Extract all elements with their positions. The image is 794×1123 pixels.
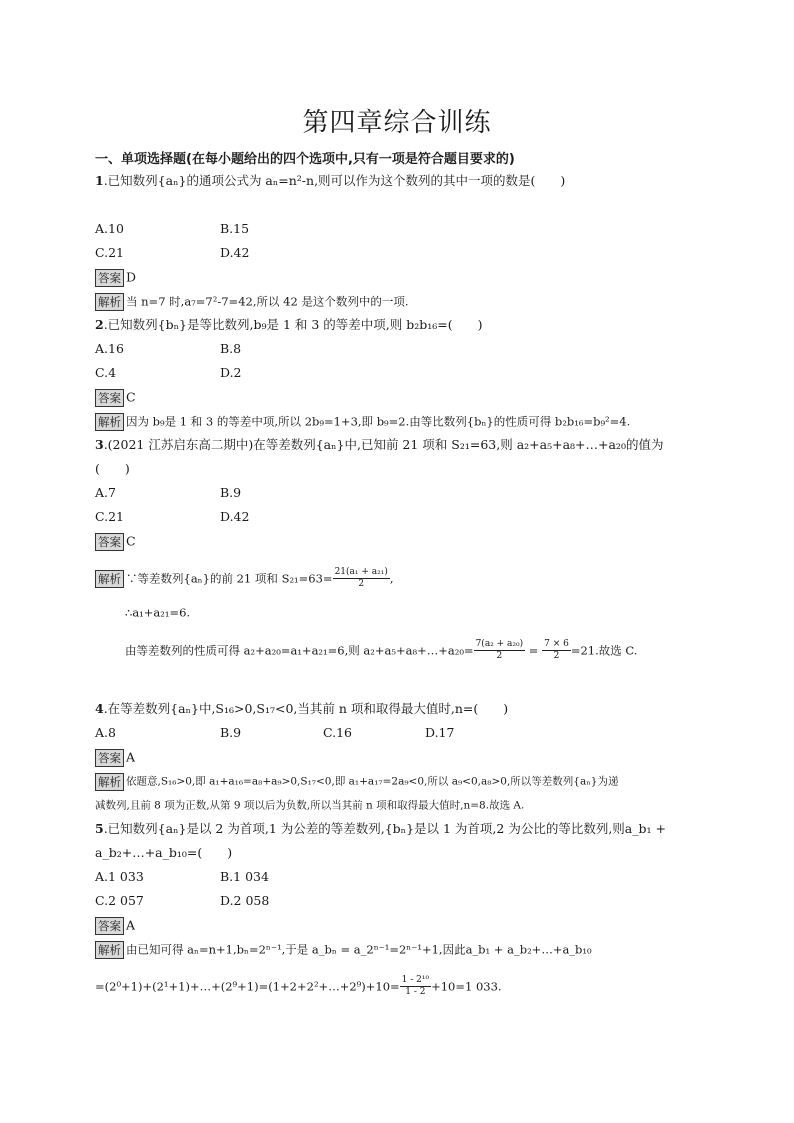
question-2 xyxy=(95,316,483,334)
question-5-cont: a_b₂+…+a_b₁₀=( ) xyxy=(95,845,233,860)
fraction xyxy=(474,639,526,662)
analysis-text: 减数列,且前 8 项为正数,从第 9 项以后为负数,所以当其前 n 项和取得最大值时,n=8.故选 A. xyxy=(95,799,525,812)
analysis-text: 依题意,S₁₆>0,即 a₁+a₁₆=a₈+a₉>0,S₁₇<0,即 a₁+a₁₇=2a₉<0,所以 a₉<0,a₈>0,所以等差数列{aₙ}为递 xyxy=(126,775,619,788)
fraction-numerator: 1 - 2¹⁰ xyxy=(401,975,430,985)
fraction-denominator: 2 xyxy=(358,579,365,589)
question-4 xyxy=(95,700,508,718)
analysis-text: 因为 b₉是 1 和 3 的等差中项,所以 2b₉=1+3,即 b₉=2.由等比数列{bₙ}的性质可得 b₂b₁₆=b₉²=4. xyxy=(126,414,631,429)
analysis-tag: 解析 xyxy=(95,570,124,588)
question-text: .已知数列{bₙ}是等比数列,b₉是 1 和 3 的等差中项,则 b₂b₁₆=( ) xyxy=(103,317,483,332)
analysis-line xyxy=(95,796,524,815)
answer-tag: 答案 xyxy=(95,389,124,407)
analysis-row xyxy=(95,412,630,431)
question-number: 4 xyxy=(95,701,104,716)
answer-row xyxy=(95,268,136,287)
analysis-text: =(2⁰+1)+(2¹+1)+…+(2⁹+1)=(1+2+2²+…+2⁹)+10= xyxy=(95,979,400,994)
analysis-text: ∵等差数列{aₙ}的前 21 项和 S₂₁=63= xyxy=(126,571,333,586)
answer-value: C xyxy=(126,389,136,405)
option-c: C.16 xyxy=(323,725,352,740)
answer-value: D xyxy=(126,269,137,285)
answer-tag: 答案 xyxy=(95,749,124,767)
fraction-denominator: 1 - 2 xyxy=(405,987,426,997)
fraction xyxy=(333,567,390,590)
question-number: 2 xyxy=(95,317,104,332)
question-3 xyxy=(95,436,663,454)
analysis-text: =21.故选 C. xyxy=(570,643,638,658)
answer-tag: 答案 xyxy=(95,269,124,287)
question-number: 3 xyxy=(95,437,104,452)
question-text: .已知数列{aₙ}是以 2 为首项,1 为公差的等差数列,{bₙ}是以 1 为首项,2 为公比的等比数列,则a_b₁ + xyxy=(103,821,666,836)
analysis-text: , xyxy=(389,571,394,586)
analysis-row xyxy=(95,772,618,791)
analysis-row xyxy=(95,292,409,311)
answer-row xyxy=(95,388,136,407)
answer-row xyxy=(95,748,135,767)
analysis-line xyxy=(125,603,190,622)
option-a: A.16 xyxy=(95,341,124,356)
fraction-numerator: 7 × 6 xyxy=(544,639,569,649)
fraction-numerator: 7(a₂ + a₂₀) xyxy=(475,639,524,649)
analysis-text: +10=1 033. xyxy=(431,979,502,994)
section-heading: 一、单项选择题(在每小题给出的四个选项中,只有一项是符合题目要求的) xyxy=(95,152,515,167)
option-d: D.42 xyxy=(220,509,250,524)
option-a: A.7 xyxy=(95,485,116,500)
equals-sign: = xyxy=(525,643,543,658)
question-text: .在等差数列{aₙ}中,S₁₆>0,S₁₇<0,当其前 n 项和取得最大值时,n=( ) xyxy=(103,701,509,716)
option-a: A.8 xyxy=(95,725,116,740)
analysis-text: ∴a₁+a₂₁=6. xyxy=(125,605,191,620)
analysis-row xyxy=(95,566,394,591)
option-d: D.42 xyxy=(220,245,250,260)
analysis-row xyxy=(95,940,592,959)
question-3-blank: ( ) xyxy=(95,461,130,476)
option-b: B.9 xyxy=(220,725,242,740)
answer-value: A xyxy=(126,749,136,765)
analysis-tag: 解析 xyxy=(95,293,124,311)
analysis-text: 当 n=7 时,a₇=7²-7=42,所以 42 是这个数列中的一项. xyxy=(126,294,409,309)
answer-value: C xyxy=(126,533,136,549)
answer-tag: 答案 xyxy=(95,533,124,551)
page-title: 第四章综合训练 xyxy=(302,108,492,138)
option-d: D.2 058 xyxy=(220,893,270,908)
question-text: .已知数列{aₙ}的通项公式为 aₙ=n²-n,则可以作为这个数列的其中一项的数是( ) xyxy=(103,173,566,188)
answer-tag: 答案 xyxy=(95,917,124,935)
answer-row xyxy=(95,916,135,935)
option-b: B.9 xyxy=(220,485,242,500)
question-1 xyxy=(95,172,565,190)
option-c: C.21 xyxy=(95,245,124,260)
option-a: A.10 xyxy=(95,221,124,236)
analysis-line xyxy=(95,974,502,999)
fraction-numerator: 21(a₁ + a₂₁) xyxy=(334,567,388,577)
fraction-denominator: 2 xyxy=(553,651,560,661)
option-d: D.17 xyxy=(425,725,455,740)
option-b: B.15 xyxy=(220,221,250,236)
option-c: C.2 057 xyxy=(95,893,144,908)
question-number: 1 xyxy=(95,173,104,188)
analysis-tag: 解析 xyxy=(95,413,124,431)
answer-value: A xyxy=(126,917,136,933)
answer-row xyxy=(95,532,136,551)
option-b: B.1 034 xyxy=(220,869,269,884)
analysis-tag: 解析 xyxy=(95,941,124,959)
question-5 xyxy=(95,820,666,838)
option-c: C.4 xyxy=(95,365,117,380)
analysis-line xyxy=(125,638,637,663)
fraction xyxy=(542,639,571,662)
analysis-text: 由等差数列的性质可得 a₂+a₂₀=a₁+a₂₁=6,则 a₂+a₅+a₈+…+a₂₀= xyxy=(125,643,474,658)
fraction xyxy=(400,975,431,998)
option-a: A.1 033 xyxy=(95,869,144,884)
analysis-tag: 解析 xyxy=(95,773,124,791)
fraction-denominator: 2 xyxy=(496,651,503,661)
option-c: C.21 xyxy=(95,509,124,524)
question-text: .(2021 江苏启东高二期中)在等差数列{aₙ}中,已知前 21 项和 S₂₁=63,则 a₂+a₅+a₈+…+a₂₀的值为 xyxy=(103,437,664,452)
option-b: B.8 xyxy=(220,341,242,356)
option-d: D.2 xyxy=(220,365,242,380)
question-number: 5 xyxy=(95,821,104,836)
analysis-text: 由已知可得 aₙ=n+1,bₙ=2ⁿ⁻¹,于是 a_bₙ = a_2ⁿ⁻¹=2ⁿ⁻¹+1,因此a_b₁ + a_b₂+…+a_b₁₀ xyxy=(126,942,592,957)
